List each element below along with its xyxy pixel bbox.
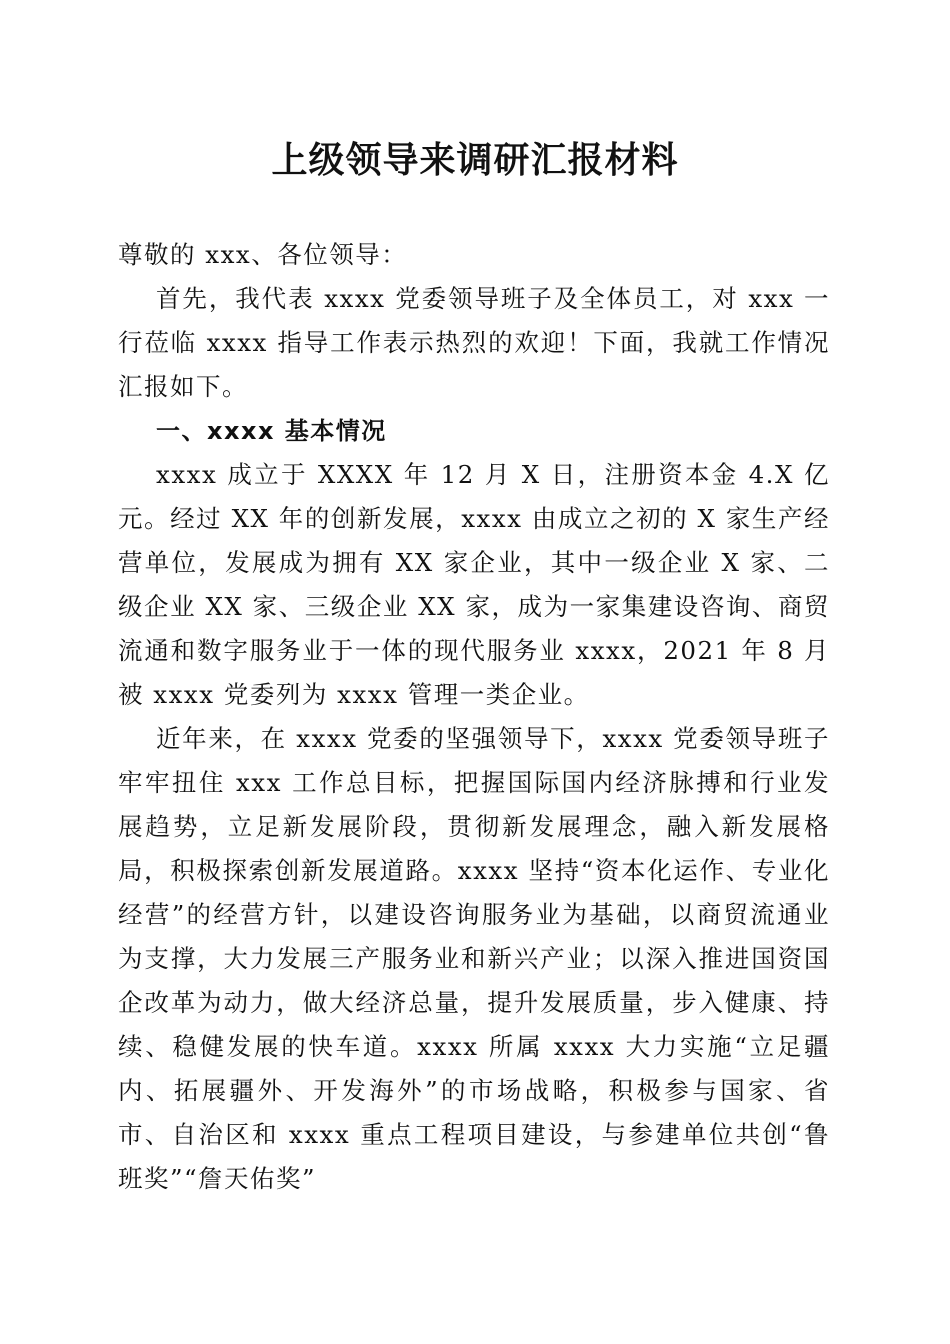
document-body [118,233,830,1201]
opening-paragraph: 首先，我代表 xxxx 党委领导班子及全体员工，对 xxx 一行莅临 xxxx 指导工作表示热烈的欢迎！下面，我就工作情况汇报如下。 [118,284,830,401]
document-title: 上级领导来调研汇报材料 [271,139,679,181]
section-heading: 一、xxxx 基本情况 [156,417,387,445]
salutation: 尊敬的 xxx、各位领导： [118,240,408,269]
section-paragraph: xxxx 成立于 XXXX 年 12 月 X 日，注册资本金 4.X 亿元。经过 XX 年的创新发展，xxxx 由成立之初的 X 家生产经营单位，发展成为拥有 XX 家企业，其中一级企业 X 家、二级企业 XX 家、三级企业 XX 家，成为一家集建设咨询、商贸流通和数字服务业于一体的现代服务业 xxxx，2021 年 8 月被 xxxx 党委列为 xxxx 管理一类企业。 [118,460,830,709]
section-paragraph: 近年来，在 xxxx 党委的坚强领导下，xxxx 党委领导班子牢牢扭住 xxx 工作总目标，把握国际国内经济脉搏和行业发展趋势，立足新发展阶段，贯彻新发展理念，融入新发展格局，积极探索创新发展道路。xxxx 坚持“资本化运作、专业化经营”的经营方针，以建设咨询服务业为基础，以商贸流通业为支撑，大力发展三产服务业和新兴产业；以深入推进国资国企改革为动力，做大经济总量，提升发展质量，步入健康、持续、稳健发展的快车道。xxxx 所属 xxxx 大力实施“立足疆内、拓展疆外、开发海外”的市场战略，积极参与国家、省市、自治区和 xxxx 重点工程项目建设，与参建单位共创“鲁班奖”“詹天佑奖” [118,724,830,1193]
